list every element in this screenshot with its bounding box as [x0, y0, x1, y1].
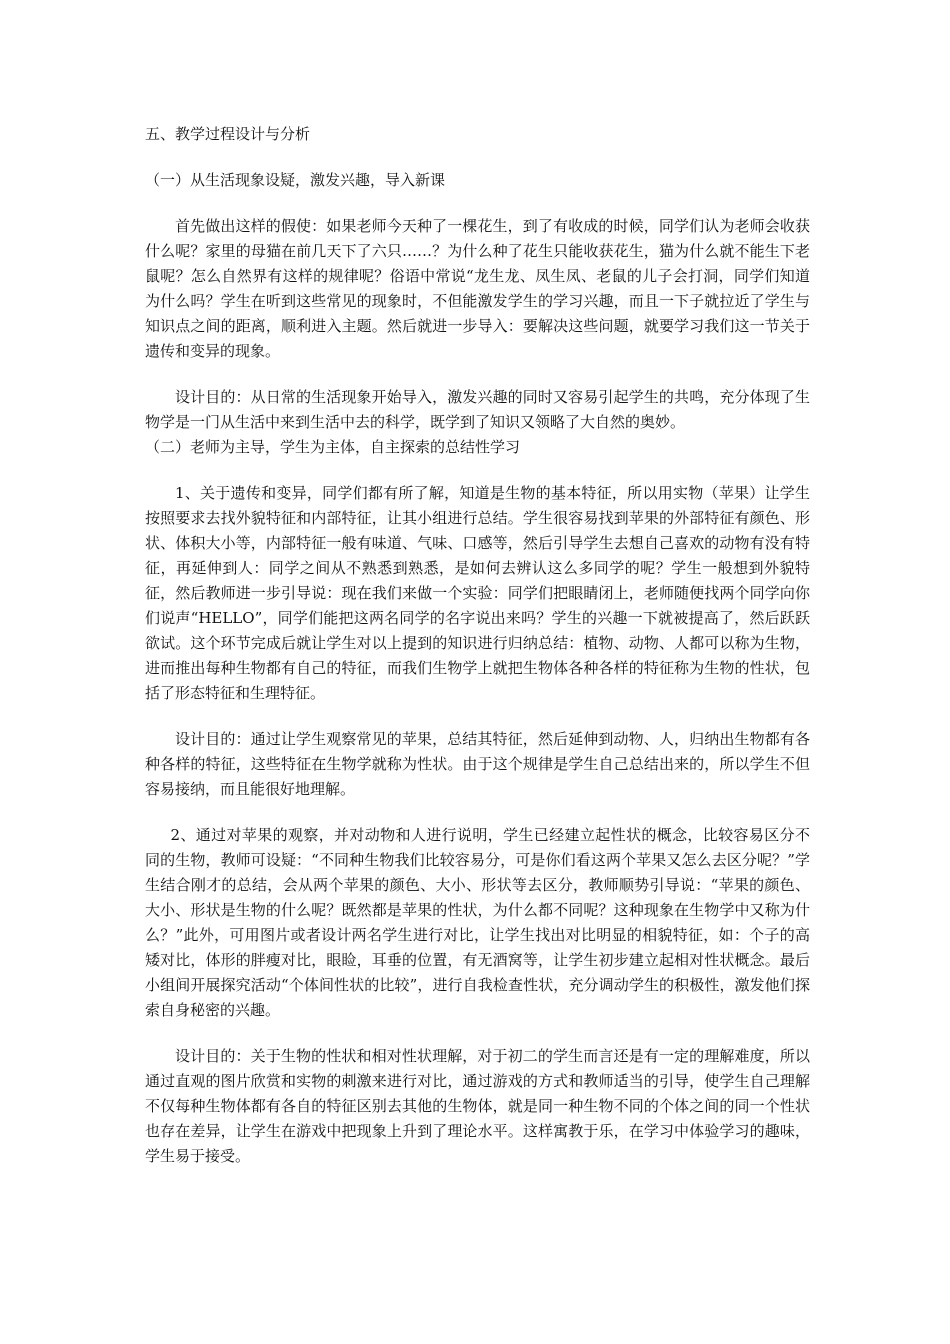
section-title: 五、教学过程设计与分析: [145, 125, 311, 143]
part1-title: （一）从生活现象设疑，激发兴趣，导入新课: [145, 171, 446, 189]
part2-item2: 2、通过对苹果的观察，并对动物和人进行说明，学生已经建立起性状的概念，比较容易区分不同的生物，教师可设疑：“不同种生物我们比较容易分，可是你们看这两个苹果又怎么去区分呢？”学生结合刚才的总结，会从两个苹果的颜色、大小、形状等去区分，教师顺势引导说：“苹果的颜色、大小、形状是生物的什么呢？既然都是苹果的性状，为什么都不同呢？这种现象在生物学中又称为什么？”此外，可用图片或者设计两名学生进行对比，让学生找出对比明显的相貌特征，如：个子的高矮对比，体形的胖瘦对比，眼睑，耳垂的位置，有无酒窝等，让学生初步建立起相对性状概念。最后小组间开展探究活动“个体间性状的比较”，进行自我检查性状，充分调动学生的积极性，激发他们探索自身秘密的兴趣。: [145, 826, 810, 1019]
part2-design-purpose2: 设计目的：关于生物的性状和相对性状理解，对于初二的学生而言还是有一定的理解难度，所以通过直观的图片欣赏和实物的刺激来进行对比，通过游戏的方式和教师适当的引导，使学生自己理解不仅每种生物体都有各自的特征区别去其他的生物体，就是同一种生物不同的个体之间的同一个性状也存在差异，让学生在游戏中把现象上升到了理论水平。这样寓教于乐，在学习中体验学习的趣味，学生易于接受。: [145, 1047, 810, 1165]
part2-item1: 1、关于遗传和变异，同学们都有所了解，知道是生物的基本特征，所以用实物（苹果）让学生按照要求去找外貌特征和内部特征，让其小组进行总结。学生很容易找到苹果的外部特征有颜色、形状、体积大小等，内部特征一般有味道、气味、口感等，然后引导学生去想自己喜欢的动物有没有特征，再延伸到人：同学之间从不熟悉到熟悉，是如何去辨认这么多同学的呢？学生一般想到外貌特征，然后教师进一步引导说：现在我们来做一个实验：同学们把眼睛闭上，老师随便找两个同学向你们说声“HELLO”，同学们能把这两名同学的名字说出来吗？学生的兴趣一下就被提高了，然后跃跃欲试。这个环节完成后就让学生对以上提到的知识进行归纳总结：植物、动物、人都可以称为生物，进而推出每种生物都有自己的特征，而我们生物学上就把生物体各种各样的特征称为生物的性状，包括了形态特征和生理特征。: [145, 484, 810, 702]
part2-design-purpose1: 设计目的：通过让学生观察常见的苹果，总结其特征，然后延伸到动物、人，归纳出生物都有各种各样的特征，这些特征在生物学就称为性状。由于这个规律是学生自己总结出来的，所以学生不但容易接纳，而且能很好地理解。: [145, 730, 810, 798]
part1-design-purpose: 设计目的：从日常的生活现象开始导入，激发兴趣的同时又容易引起学生的共鸣，充分体现了生物学是一门从生活中来到生活中去的科学，既学到了知识又领略了大自然的奥妙。: [145, 388, 810, 431]
part2-title: （二）老师为主导，学生为主体，自主探索的总结性学习: [145, 438, 521, 456]
part1-paragraph: 首先做出这样的假使：如果老师今天种了一棵花生，到了有收成的时候，同学们认为老师会收获什么呢？家里的母猫在前几天下了六只……？为什么种了花生只能收获花生，猫为什么就不能生下老鼠呢？怎么自然界有这样的规律呢？俗语中常说“龙生龙、凤生凤、老鼠的儿子会打洞，同学们知道为什么吗？学生在听到这些常见的现象时，不但能激发学生的学习兴趣，而且一下子就拉近了学生与知识点之间的距离，顺利进入主题。然后就进一步导入：要解决这些问题，就要学习我们这一节关于遗传和变异的现象。: [145, 217, 810, 360]
document-body: [145, 122, 810, 1169]
